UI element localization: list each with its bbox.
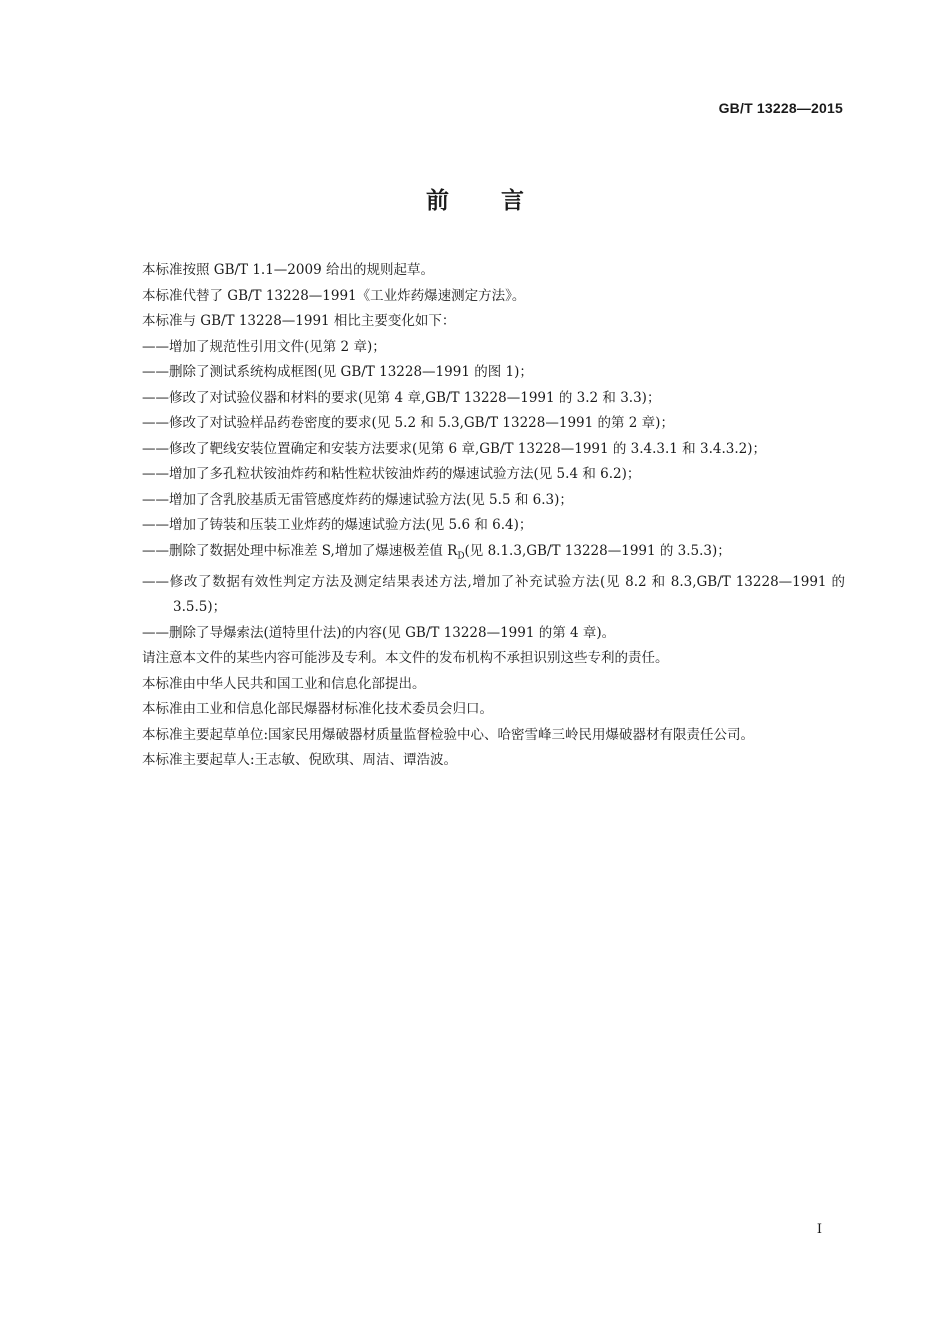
subscript-d: D <box>457 551 465 562</box>
page-number: I <box>816 1222 822 1237</box>
change-item: ——修改了对试验仪器和材料的要求(见第 4 章,GB/T 13228—1991 的 3.2 和 3.3)； <box>142 389 661 406</box>
change-item: ——增加了铸装和压装工业炸药的爆速试验方法(见 5.6 和 6.4)； <box>142 517 533 533</box>
change-item: ——修改了数据有效性判定方法及测定结果表述方法,增加了补充试验方法(见 8.2 和 8.3,GB/T 13228—1991 的 3.5.5)； <box>142 573 845 616</box>
change-item-text: ——删除了数据处理中标准差 S,增加了爆速极差值 R <box>142 542 458 559</box>
paragraph: 本标准由工业和信息化部民爆器材标准化技术委员会归口。 <box>142 701 493 718</box>
paragraph: 本标准主要起草人:王志敏、倪欧琪、周洁、谭浩波。 <box>142 752 458 769</box>
change-item-range <box>107 539 845 570</box>
paragraph: 请注意本文件的某些内容可能涉及专利。本文件的发布机构不承担识别这些专利的责任。 <box>142 650 669 667</box>
document-body <box>107 258 845 774</box>
change-item: ——增加了多孔粒状铵油炸药和粘性粒状铵油炸药的爆速试验方法(见 5.4 和 6.2)； <box>142 466 641 482</box>
paragraph: 本标准代替了 GB/T 13228—1991《工业炸药爆速测定方法》。 <box>142 287 526 304</box>
paragraph: 本标准由中华人民共和国工业和信息化部提出。 <box>142 675 426 692</box>
change-item: ——修改了靶线安装位置确定和安装方法要求(见第 6 章,GB/T 13228—1991 的 3.4.3.1 和 3.4.3.2)； <box>142 440 766 457</box>
paragraph: 本标准主要起草单位:国家民用爆破器材质量监督检验中心、哈密雪峰三岭民用爆破器材有限责任公司。 <box>142 726 755 743</box>
paragraph: 本标准与 GB/T 13228—1991 相比主要变化如下： <box>142 313 456 329</box>
paragraph: 本标准按照 GB/T 1.1—2009 给出的规则起草。 <box>142 262 434 278</box>
change-item: ——修改了对试验样品药卷密度的要求(见 5.2 和 5.3,GB/T 13228—1991 的第 2 章)； <box>142 415 674 431</box>
change-item-tail: (见 8.1.3,GB/T 13228—1991 的 3.5.3)； <box>464 542 731 559</box>
change-item: ——删除了测试系统构成框图(见 GB/T 13228—1991 的图 1)； <box>142 364 533 380</box>
standard-code: GB/T 13228—2015 <box>718 100 843 116</box>
change-item: ——增加了规范性引用文件(见第 2 章)； <box>142 338 386 355</box>
change-item: ——删除了导爆索法(道特里什法)的内容(见 GB/T 13228—1991 的第 4 章)。 <box>142 624 616 641</box>
page-title: 前言 <box>426 188 576 214</box>
change-item: ——增加了含乳胶基质无雷管感度炸药的爆速试验方法(见 5.5 和 6.3)； <box>142 491 573 508</box>
